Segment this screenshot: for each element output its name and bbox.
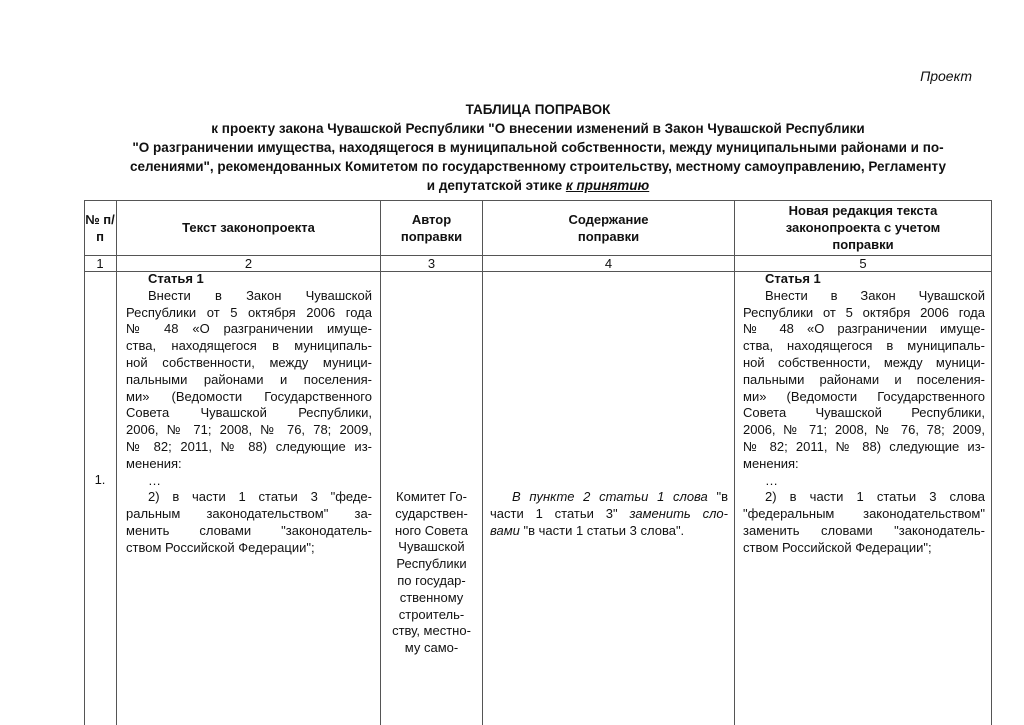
text-line: ством Российской Федерации"; (126, 539, 315, 555)
text-line: ми» (Ведомости Государственного (743, 388, 985, 404)
header-number: № п/п (85, 211, 115, 244)
text-line: ральным законодательством" за- (126, 506, 372, 522)
text-line: ного Совета (395, 522, 468, 538)
title-line: к проекту закона Чувашской Республики "О внесении изменений в Закон Чувашской Республики (211, 121, 865, 136)
text-line: … (148, 472, 161, 488)
bill-text-cell (126, 271, 372, 557)
text-line: Республики от 5 октября 2006 года (126, 304, 372, 320)
text-line: пальными районами и поселения- (743, 371, 985, 387)
text-line: 2) в части 1 статьи 3 "феде- (148, 489, 372, 505)
header-author: Автор поправки (400, 211, 463, 244)
row-number: 1. (94, 472, 106, 487)
text-line: ной собственности, между муници- (743, 354, 985, 370)
amendments-table (84, 200, 992, 725)
column-number: 1 (96, 256, 104, 271)
text-line: Комитет Го- (396, 489, 467, 504)
text-line: Чувашской (398, 539, 465, 555)
column-number: 2 (244, 256, 253, 271)
text-line: пальными районами и поселения- (126, 371, 372, 387)
text-line: Совета Чувашской Республики, (126, 405, 372, 421)
text-line: № 82; 2011, № 88) следующие из- (743, 438, 985, 454)
text-line: 2) в части 1 статьи 3 слова (765, 489, 985, 505)
text-line: менения: (126, 455, 182, 471)
text-line: 2006, № 71; 2008, № 76, 78; 2009, (743, 422, 985, 438)
text-line: Совета Чувашской Республики, (743, 405, 985, 421)
text-line: Статья 1 (148, 271, 204, 286)
text-line: менения: (743, 455, 799, 471)
text-line: 2006, № 71; 2008, № 76, 78; 2009, (126, 422, 372, 438)
text-line: Внести в Закон Чувашской (148, 287, 372, 303)
text-line: № 48 «О разграничении имуще- (126, 321, 372, 337)
text-line: заменить словами "законодатель- (743, 522, 985, 538)
text-line: му само- (404, 640, 459, 656)
text-line: ми» (Ведомости Государственного (126, 388, 372, 404)
text-line: ства, находящегося в муниципаль- (743, 338, 985, 354)
title-line: "О разграничении имущества, находящегося в муниципальной собственности, между муниципальными районами и по- (132, 140, 944, 155)
text-line: менить словами "законодатель- (126, 522, 372, 538)
text-line: ственному (399, 589, 464, 605)
text-line: Внести в Закон Чувашской (765, 287, 985, 303)
text-line: № 48 «О разграничении имуще- (743, 321, 985, 337)
text-line: сударствен- (395, 505, 468, 521)
title-line: селениями", рекомендованных Комитетом по государственному строительству, местному самоуправлению, Регламенту (129, 159, 946, 174)
author-cell (381, 489, 482, 657)
amendment-cell: В пункте 2 статьи 1 слова "в части 1 статьи 3" заменить сло- вами "в части 1 статьи 3 слова". (490, 489, 728, 538)
text-line: Республики (396, 556, 467, 572)
column-number: 5 (859, 256, 867, 271)
column-number: 4 (604, 256, 613, 271)
text-line: ства, находящегося в муниципаль- (126, 338, 372, 354)
text-line: Республики от 5 октября 2006 года (743, 304, 985, 320)
text-line: по государ- (397, 572, 466, 588)
project-label: Проект (920, 68, 972, 84)
text-line: ной собственности, между муници- (126, 354, 372, 370)
title-emphasis: к принятию (565, 178, 650, 193)
text-line: ством Российской Федерации"; (743, 539, 932, 555)
title-heading: ТАБЛИЦА ПОПРАВОК (465, 102, 611, 117)
text-line: строитель- (398, 606, 465, 622)
column-number: 3 (427, 256, 436, 271)
header-new-text: Новая редакция текста законопроекта с учетом поправки (785, 203, 941, 252)
text-line: Статья 1 (765, 271, 821, 286)
text-line: № 82; 2011, № 88) следующие из- (126, 438, 372, 454)
text-line: "федеральным законодательством" (743, 506, 985, 522)
document-title (84, 100, 992, 195)
title-line: и депутатской этике к принятию (426, 178, 650, 193)
header-bill-text: Текст законопроекта (182, 220, 315, 235)
new-text-cell (743, 271, 985, 557)
text-line: … (765, 472, 778, 488)
text-line: ству, местно- (392, 623, 471, 639)
header-content: Содержание поправки (568, 211, 649, 244)
